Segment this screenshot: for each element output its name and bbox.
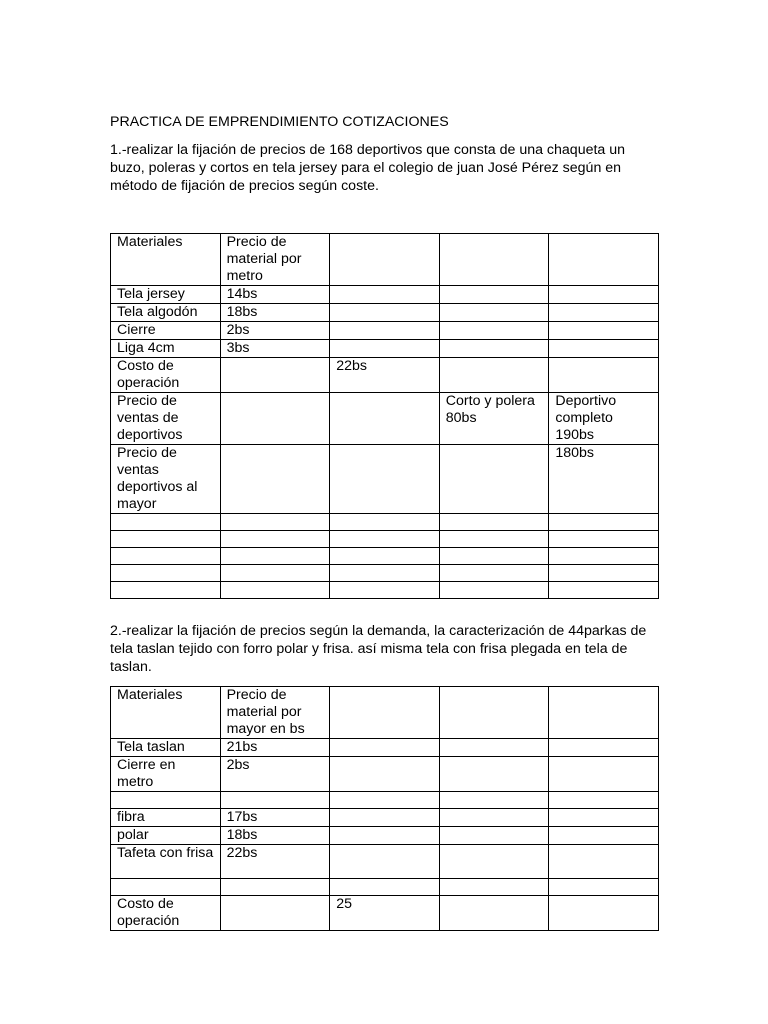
table-cell xyxy=(330,757,440,792)
table-cell: Precio de ventas deportivos al mayor xyxy=(111,445,221,514)
table-cell xyxy=(549,896,659,931)
table-cell: Corto y polera 80bs xyxy=(439,393,549,445)
table-cell xyxy=(439,827,549,845)
table-row xyxy=(111,896,659,931)
table-cell xyxy=(439,304,549,322)
table-cell xyxy=(330,531,440,548)
table-cell xyxy=(439,687,549,739)
table-cell: Tela algodón xyxy=(111,304,221,322)
table-row xyxy=(111,322,659,340)
document-title: PRACTICA DE EMPRENDIMIENTO COTIZACIONES xyxy=(110,114,449,130)
table-cell: 2bs xyxy=(220,757,330,792)
table-row xyxy=(111,358,659,393)
table-cell xyxy=(549,827,659,845)
table-row xyxy=(111,514,659,531)
table-cell: 22bs xyxy=(330,358,440,393)
cost-pricing-table xyxy=(110,233,659,599)
exercise-1-prompt: 1.-realizar la fijación de precios de 168 deportivos que consta de una chaqueta un buzo, poleras y cortos en tela jersey para el colegio de juan José Pérez según en método de fijación de precios según coste. xyxy=(110,142,626,194)
table-cell: 3bs xyxy=(220,340,330,358)
table-cell: Precio de ventas de deportivos xyxy=(111,393,221,445)
table-cell xyxy=(549,845,659,879)
table-cell xyxy=(549,565,659,582)
table-cell xyxy=(330,565,440,582)
table-cell xyxy=(330,582,440,599)
table-cell xyxy=(439,286,549,304)
table-row xyxy=(111,531,659,548)
table-cell xyxy=(111,582,221,599)
table-cell xyxy=(330,792,440,809)
table-cell xyxy=(439,582,549,599)
table-cell: fibra xyxy=(111,809,221,827)
table-cell: Precio de material por metro xyxy=(220,234,330,286)
table-cell: 180bs xyxy=(549,445,659,514)
table-cell xyxy=(549,582,659,599)
table-cell xyxy=(439,548,549,565)
table-cell xyxy=(549,757,659,792)
table-cell xyxy=(330,234,440,286)
table-cell: 14bs xyxy=(220,286,330,304)
table-cell xyxy=(330,879,440,896)
table-cell xyxy=(549,792,659,809)
table-cell xyxy=(439,792,549,809)
table-cell xyxy=(439,322,549,340)
table-cell xyxy=(439,565,549,582)
table-cell: Materiales xyxy=(111,687,221,739)
table-cell: Liga 4cm xyxy=(111,340,221,358)
table-cell xyxy=(549,304,659,322)
table-row xyxy=(111,845,659,879)
table-row xyxy=(111,687,659,739)
table-cell xyxy=(330,304,440,322)
table-cell xyxy=(330,393,440,445)
table-cell: Cierre xyxy=(111,322,221,340)
table-cell: 18bs xyxy=(220,827,330,845)
table-cell xyxy=(439,896,549,931)
table-row xyxy=(111,582,659,599)
table-row xyxy=(111,445,659,514)
table-cell xyxy=(220,358,330,393)
table-cell xyxy=(439,845,549,879)
table-cell xyxy=(439,234,549,286)
table-cell xyxy=(439,757,549,792)
table-cell xyxy=(330,809,440,827)
table-row xyxy=(111,565,659,582)
demand-pricing-table xyxy=(110,686,659,931)
table-cell: Materiales xyxy=(111,234,221,286)
table-row xyxy=(111,304,659,322)
table-cell xyxy=(220,582,330,599)
table-row xyxy=(111,827,659,845)
table-cell xyxy=(330,739,440,757)
table-cell xyxy=(330,340,440,358)
table-cell xyxy=(111,792,221,809)
table-cell xyxy=(439,879,549,896)
table-cell xyxy=(549,548,659,565)
table-cell xyxy=(330,322,440,340)
table-cell xyxy=(549,322,659,340)
table-cell xyxy=(549,531,659,548)
table-cell xyxy=(549,286,659,304)
table-cell xyxy=(549,687,659,739)
table-cell xyxy=(220,445,330,514)
table-cell xyxy=(549,358,659,393)
table-row xyxy=(111,792,659,809)
table-cell xyxy=(549,739,659,757)
table-cell xyxy=(549,514,659,531)
table-row xyxy=(111,739,659,757)
table-cell xyxy=(549,879,659,896)
table-cell xyxy=(111,565,221,582)
table-cell xyxy=(220,548,330,565)
table-cell xyxy=(439,531,549,548)
table-cell: Deportivo completo 190bs xyxy=(549,393,659,445)
table-cell: Cierre en metro xyxy=(111,757,221,792)
table-cell xyxy=(549,340,659,358)
table-row xyxy=(111,548,659,565)
table-cell: Costo de operación xyxy=(111,896,221,931)
table-cell xyxy=(330,514,440,531)
table-row xyxy=(111,393,659,445)
table-cell xyxy=(439,445,549,514)
table-cell: 21bs xyxy=(220,739,330,757)
table-cell xyxy=(439,340,549,358)
table-row xyxy=(111,809,659,827)
table-cell xyxy=(220,896,330,931)
table-cell: Tela taslan xyxy=(111,739,221,757)
table-cell xyxy=(220,879,330,896)
table-cell: 17bs xyxy=(220,809,330,827)
table-cell: 25 xyxy=(330,896,440,931)
table-cell xyxy=(330,286,440,304)
table-cell xyxy=(330,827,440,845)
table-cell xyxy=(439,514,549,531)
table-cell: 22bs xyxy=(220,845,330,879)
table-cell xyxy=(330,548,440,565)
table-cell xyxy=(111,514,221,531)
table-row xyxy=(111,757,659,792)
table-cell: Tela jersey xyxy=(111,286,221,304)
table-cell xyxy=(330,687,440,739)
table-cell: Precio de material por mayor en bs xyxy=(220,687,330,739)
table-cell: Costo de operación xyxy=(111,358,221,393)
table-cell xyxy=(549,809,659,827)
table-row xyxy=(111,879,659,896)
table-cell: Tafeta con frisa xyxy=(111,845,221,879)
table-cell: 2bs xyxy=(220,322,330,340)
table-cell xyxy=(439,809,549,827)
exercise-2-prompt: 2.-realizar la fijación de precios según la demanda, la caracterización de 44parkas de tela taslan tejido con forro polar y frisa. así misma tela con frisa plegada en tela de taslan. xyxy=(110,623,647,675)
table-cell xyxy=(220,531,330,548)
table-row xyxy=(111,234,659,286)
table-cell xyxy=(111,879,221,896)
table-cell xyxy=(439,739,549,757)
table-cell xyxy=(220,792,330,809)
table-cell xyxy=(220,514,330,531)
table-cell xyxy=(549,234,659,286)
table-cell xyxy=(439,358,549,393)
table-cell: polar xyxy=(111,827,221,845)
table-cell xyxy=(220,393,330,445)
table-cell xyxy=(220,565,330,582)
table-row xyxy=(111,286,659,304)
table-cell: 18bs xyxy=(220,304,330,322)
table-cell xyxy=(111,531,221,548)
table-cell xyxy=(330,445,440,514)
table-cell xyxy=(111,548,221,565)
table-cell xyxy=(330,845,440,879)
table-row xyxy=(111,340,659,358)
